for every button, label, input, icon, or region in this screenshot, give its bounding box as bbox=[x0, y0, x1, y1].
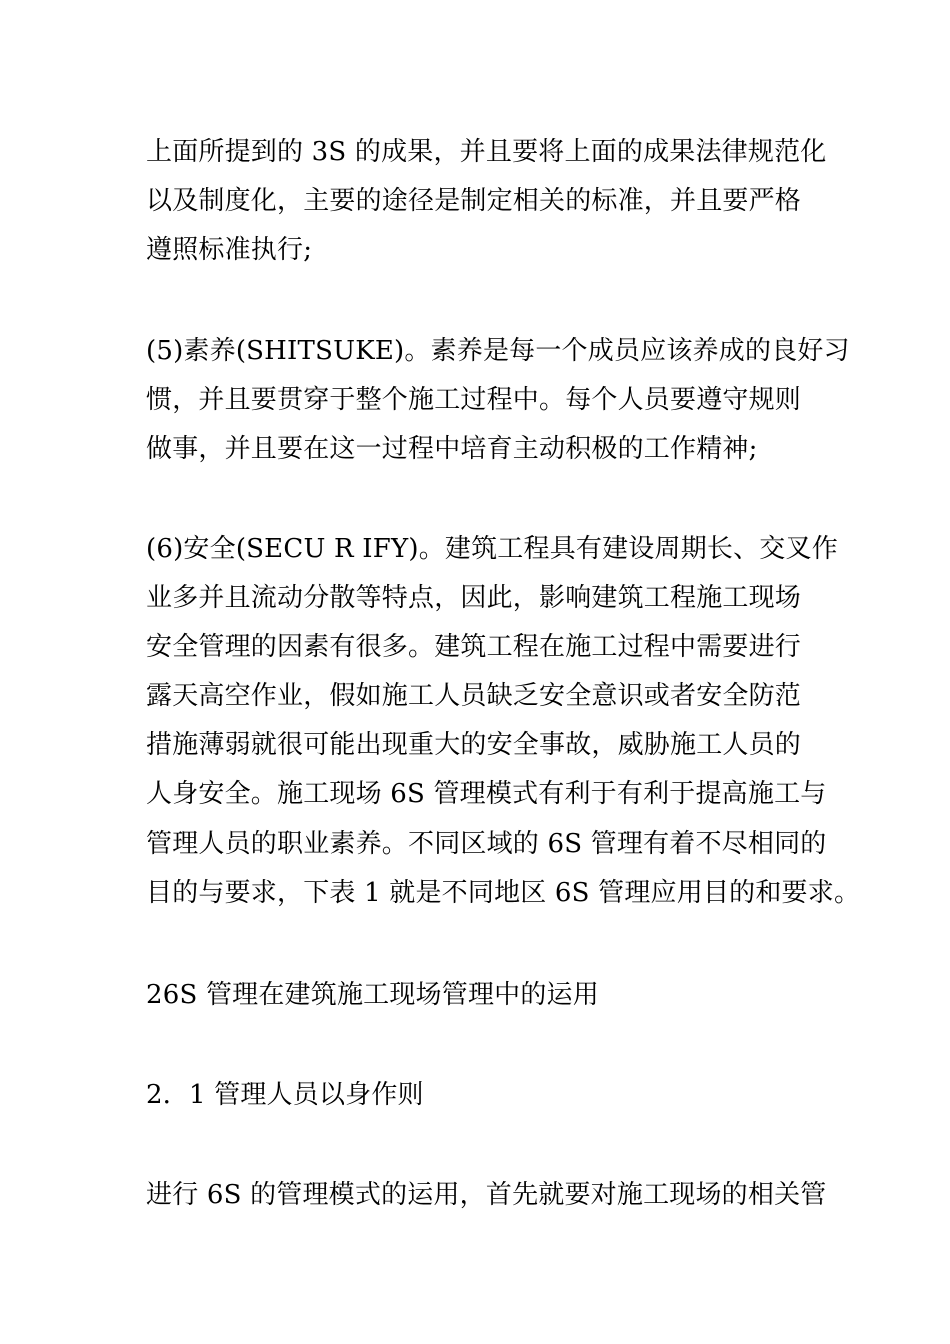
paragraph-line: (5)素养(SHITSUKE)。素养是每一个成员应该养成的良好习 bbox=[146, 336, 850, 366]
paragraph-line: (6)安全(SECU R IFY)。建筑工程具有建设周期长、交叉作 bbox=[146, 534, 838, 564]
paragraph-line: 以及制度化，主要的途径是制定相关的标准，并且要严格 bbox=[146, 186, 802, 216]
paragraph-line: 目的与要求，下表 1 就是不同地区 6S 管理应用目的和要求。 bbox=[146, 878, 861, 908]
paragraph-line: 上面所提到的 3S 的成果，并且要将上面的成果法律规范化 bbox=[146, 137, 827, 167]
section-heading: 26S 管理在建筑施工现场管理中的运用 bbox=[146, 980, 599, 1010]
paragraph-line: 遵照标准执行; bbox=[146, 235, 313, 265]
paragraph-line: 惯，并且要贯穿于整个施工过程中。每个人员要遵守规则 bbox=[146, 385, 802, 415]
paragraph-line: 做事，并且要在这一过程中培育主动积极的工作精神; bbox=[146, 434, 758, 464]
paragraph-line: 安全管理的因素有很多。建筑工程在施工过程中需要进行 bbox=[146, 632, 802, 662]
paragraph-line: 措施薄弱就很可能出现重大的安全事故，威胁施工人员的 bbox=[146, 730, 802, 760]
paragraph-line: 人身安全。施工现场 6S 管理模式有利于有利于提高施工与 bbox=[146, 779, 827, 809]
paragraph-line: 进行 6S 的管理模式的运用，首先就要对施工现场的相关管 bbox=[146, 1180, 827, 1210]
paragraph-line: 管理人员的职业素养。不同区域的 6S 管理有着不尽相同的 bbox=[146, 829, 827, 859]
subsection-heading: 2．1 管理人员以身作则 bbox=[146, 1080, 424, 1110]
paragraph-line: 业多并且流动分散等特点，因此，影响建筑工程施工现场 bbox=[146, 583, 802, 613]
paragraph-line: 露天高空作业，假如施工人员缺乏安全意识或者安全防范 bbox=[146, 681, 802, 711]
